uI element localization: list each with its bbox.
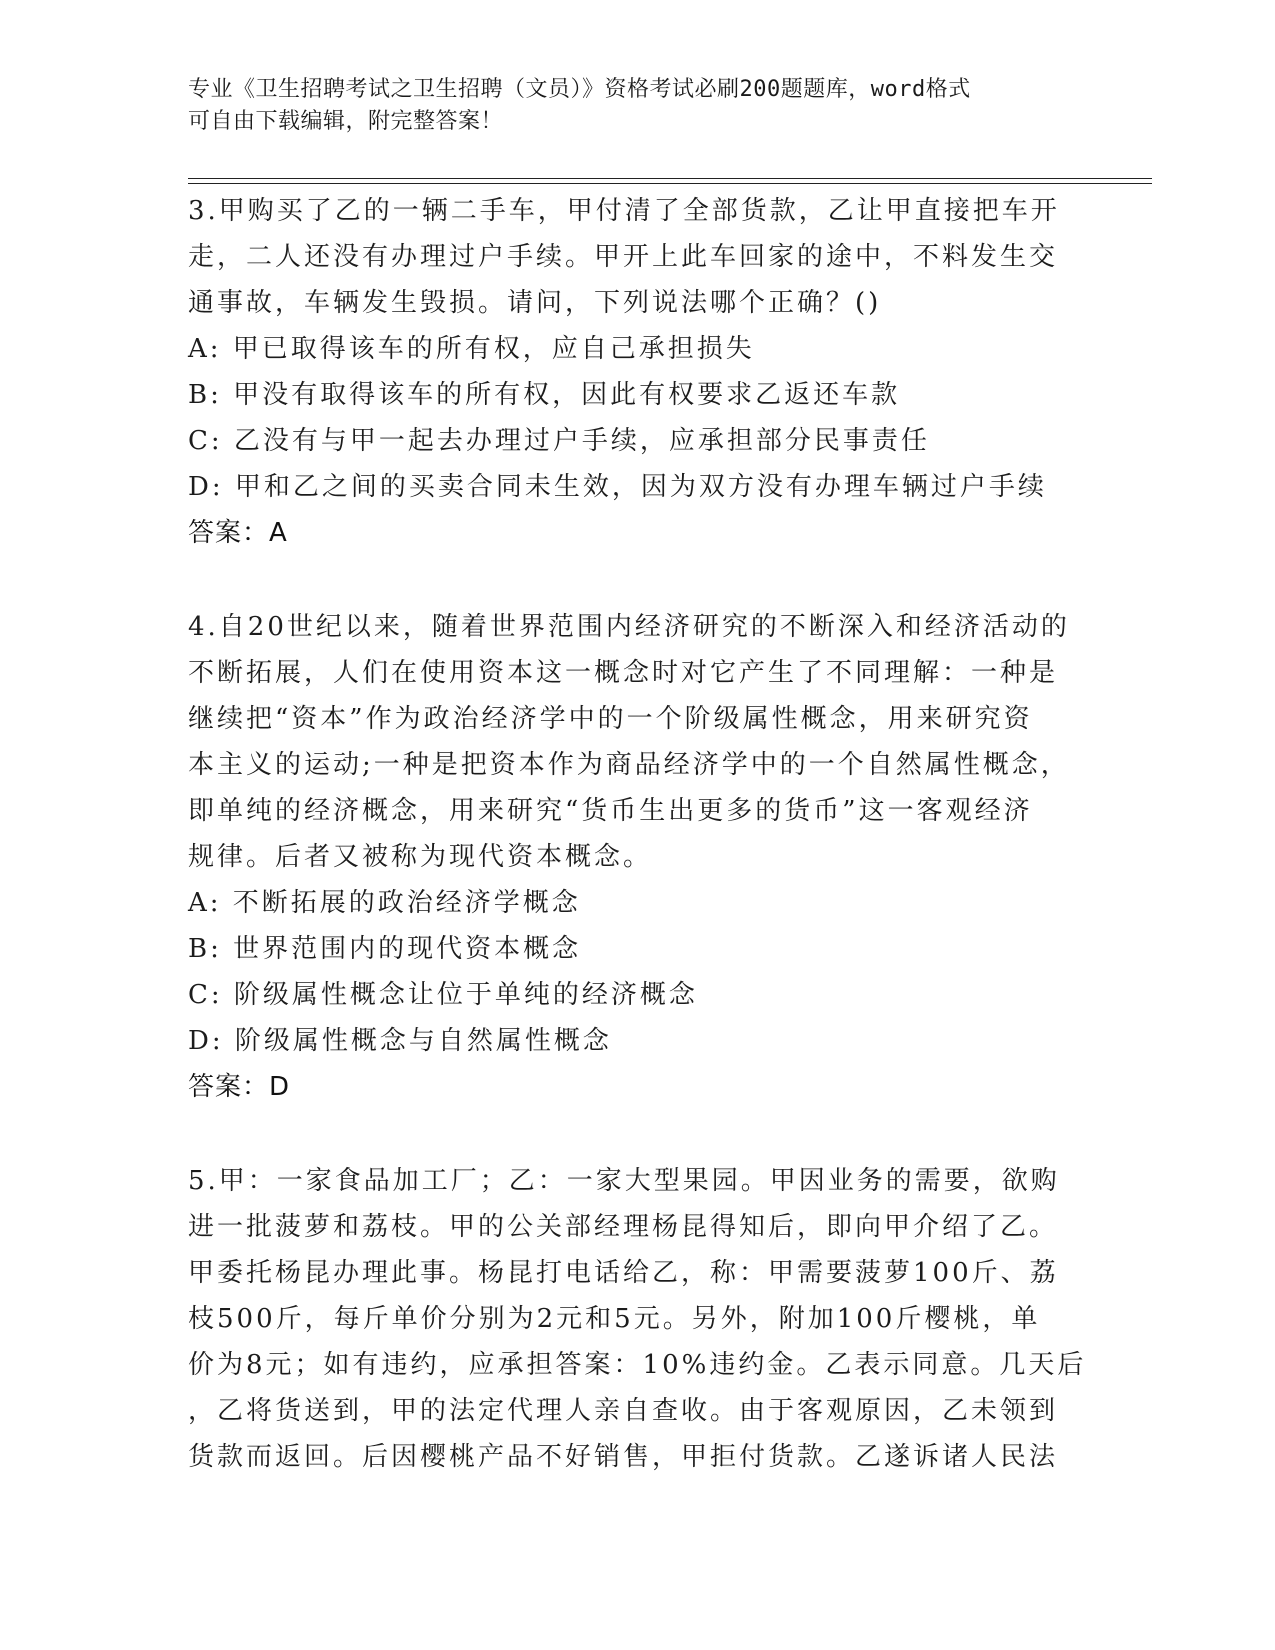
question-stem-line: ，乙将货送到，甲的法定代理人亲自查收。由于客观原因，乙未领到: [188, 1396, 1059, 1426]
option-c: C: 阶级属性概念让位于单纯的经济概念: [188, 980, 698, 1010]
header-divider-bottom: [188, 183, 1152, 184]
option-a: A: 甲已取得该车的所有权，应自己承担损失: [188, 334, 755, 364]
question-stem-line: 通事故，车辆发生毁损。请问，下列说法哪个正确？(): [188, 288, 882, 318]
answer-line: 答案：D: [188, 1072, 291, 1102]
option-b: B: 甲没有取得该车的所有权，因此有权要求乙返还车款: [188, 380, 901, 410]
question-list: [188, 188, 1087, 1480]
option-b: B: 世界范围内的现代资本概念: [188, 934, 582, 964]
question-block: [188, 1158, 1087, 1480]
question-stem-line: 进一批菠萝和荔枝。甲的公关部经理杨昆得知后，即向甲介绍了乙。: [188, 1212, 1059, 1242]
question-stem-line: 枝500斤，每斤单价分别为2元和5元。另外，附加100斤樱桃，单: [188, 1304, 1041, 1334]
question-stem-line: 本主义的运动;一种是把资本作为商品经济学中的一个自然属性概念，: [188, 750, 1070, 780]
option-d: D: 阶级属性概念与自然属性概念: [188, 1026, 612, 1056]
question-stem-line: 走，二人还没有办理过户手续。甲开上此车回家的途中，不料发生交: [188, 242, 1059, 272]
question-stem-line: 规律。后者又被称为现代资本概念。: [188, 842, 653, 872]
header-title-line-2: 可自由下载编辑，附完整答案！: [188, 109, 504, 134]
answer-line: 答案：A: [188, 518, 288, 548]
question-stem-line: 3.甲购买了乙的一辆二手车，甲付清了全部货款，乙让甲直接把车开: [188, 196, 1060, 226]
option-a: A: 不断拓展的政治经济学概念: [188, 888, 581, 918]
document-header: [188, 74, 1068, 138]
question-stem-line: 价为8元；如有违约，应承担答案：10%违约金。乙表示同意。几天后: [188, 1350, 1087, 1380]
question-spacer: [188, 556, 1078, 604]
question-stem-line: 货款而返回。后因樱桃产品不好销售，甲拒付货款。乙遂诉诸人民法: [188, 1442, 1059, 1472]
question-stem-line: 4.自20世纪以来，随着世界范围内经济研究的不断深入和经济活动的: [188, 612, 1070, 642]
question-block: [188, 188, 1078, 556]
option-c: C: 乙没有与甲一起去办理过户手续，应承担部分民事责任: [188, 426, 930, 456]
question-stem-line: 5.甲：一家食品加工厂；乙：一家大型果园。甲因业务的需要，欲购: [188, 1166, 1060, 1196]
question-spacer: [188, 1110, 1078, 1158]
question-stem-line: 甲委托杨昆办理此事。杨昆打电话给乙，称：甲需要菠萝100斤、荔: [188, 1258, 1059, 1288]
header-title-line-1: 专业《卫生招聘考试之卫生招聘（文员）》资格考试必刷200题题库，word格式: [188, 77, 971, 102]
question-stem-line: 即单纯的经济概念，用来研究“货币生出更多的货币”这一客观经济: [188, 796, 1033, 826]
question-stem-line: 不断拓展，人们在使用资本这一概念时对它产生了不同理解：一种是: [188, 658, 1059, 688]
header-divider-top: [188, 178, 1152, 179]
option-d: D: 甲和乙之间的买卖合同未生效，因为双方没有办理车辆过户手续: [188, 472, 1047, 502]
question-stem-line: 继续把“资本”作为政治经济学中的一个阶级属性概念，用来研究资: [188, 704, 1033, 734]
question-block: [188, 604, 1078, 1110]
